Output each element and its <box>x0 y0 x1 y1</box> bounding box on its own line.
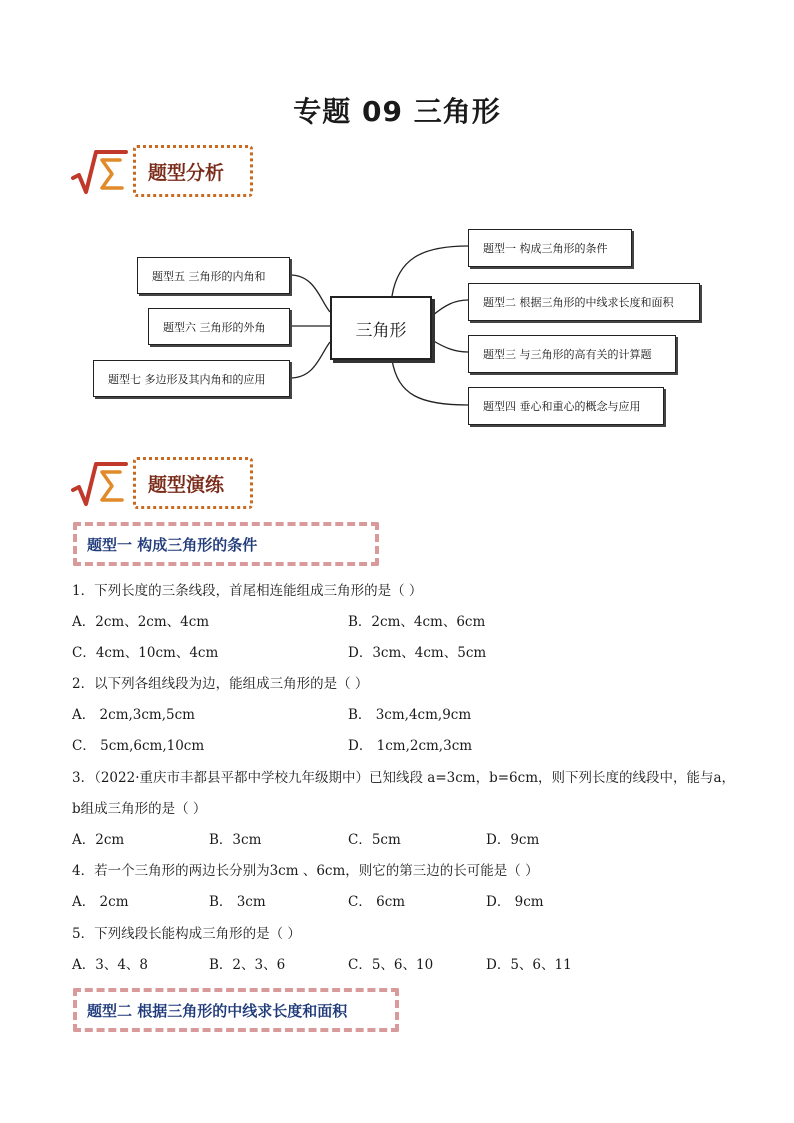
mindmap-node-topic3: 题型三 与三角形的高有关的计算题 <box>468 335 676 373</box>
question-2-option-d: D． 1cm,2cm,3cm <box>348 738 473 754</box>
mindmap-center: 三角形 <box>330 296 432 360</box>
mindmap-node-topic4: 题型四 垂心和重心的概念与应用 <box>468 387 664 425</box>
mindmap-node-topic6: 题型六 三角形的外角 <box>148 308 290 345</box>
question-4-stem: 4．若一个三角形的两边长分别为3cm 、6cm，则它的第三边的长可能是（ ） <box>72 863 539 879</box>
question-3-option-a: A．2cm <box>72 832 125 848</box>
question-1-option-d: D．3cm、4cm、5cm <box>348 645 487 661</box>
question-5-option-d: D．5、6、11 <box>486 957 572 973</box>
question-4-option-b: B． 3cm <box>209 894 266 910</box>
question-5-option-a: A．3、4、8 <box>72 957 149 973</box>
question-3-option-b: B．3cm <box>209 832 262 848</box>
topic1-banner: 题型一 构成三角形的条件 <box>73 522 379 566</box>
question-3-stem-line2: b组成三角形的是（ ） <box>72 801 207 817</box>
question-1-option-a: A．2cm、2cm、4cm <box>72 614 210 630</box>
question-2-option-a: A． 2cm,3cm,5cm <box>72 707 195 723</box>
mindmap-node-topic2: 题型二 根据三角形的中线求长度和面积 <box>468 283 700 321</box>
mindmap-node-topic7: 题型七 多边形及其内角和的应用 <box>93 360 290 397</box>
question-5-option-c: C．5、6、10 <box>348 957 434 973</box>
question-4-option-a: A． 2cm <box>72 894 129 910</box>
question-3-option-d: D．9cm <box>486 832 540 848</box>
section-practice-heading: 题型演练 <box>133 457 253 509</box>
page-title: 专题 09 三角形 <box>293 95 501 128</box>
question-4-option-d: D． 9cm <box>486 894 544 910</box>
question-3-stem-line1: 3．（2022·重庆市丰都县平都中学校九年级期中）已知线段 a=3cm，b=6cm，则下列长度的线段中，能与a， <box>72 770 736 786</box>
question-1-stem: 1．下列长度的三条线段，首尾相连能组成三角形的是（ ） <box>72 583 423 599</box>
question-2-option-c: C． 5cm,6cm,10cm <box>72 738 205 754</box>
mindmap-node-topic1: 题型一 构成三角形的条件 <box>468 229 632 267</box>
question-4-option-c: C． 6cm <box>348 894 406 910</box>
question-5-stem: 5．下列线段长能构成三角形的是（ ） <box>72 926 301 942</box>
mindmap-node-topic5: 题型五 三角形的内角和 <box>137 257 290 294</box>
question-3-option-c: C．5cm <box>348 832 401 848</box>
question-2-option-b: B． 3cm,4cm,9cm <box>348 707 472 723</box>
question-5-option-b: B．2、3、6 <box>209 957 286 973</box>
topic2-banner: 题型二 根据三角形的中线求长度和面积 <box>73 988 399 1032</box>
question-1-option-c: C．4cm、10cm、4cm <box>72 645 219 661</box>
question-2-stem: 2．以下列各组线段为边，能组成三角形的是（ ） <box>72 676 369 692</box>
section-analysis-heading: 题型分析 <box>133 145 253 197</box>
sqrt-sigma-icon <box>70 460 128 508</box>
question-1-option-b: B．2cm、4cm、6cm <box>348 614 486 630</box>
